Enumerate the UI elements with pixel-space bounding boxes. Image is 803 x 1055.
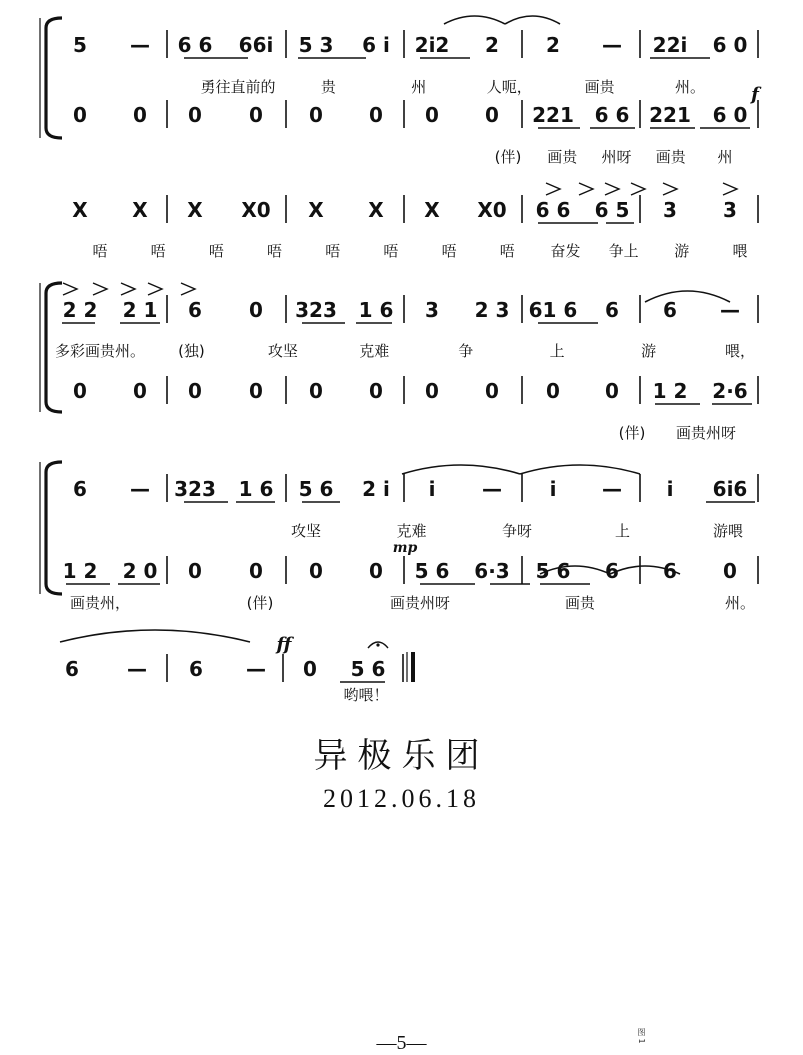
accent-s3-3	[148, 283, 162, 295]
lyric-s1a-4: 画贵	[584, 78, 615, 96]
note-s3a-2: 6	[188, 298, 202, 322]
lyric-s3b-0: (伴)	[618, 424, 646, 442]
tie-4a	[402, 465, 520, 474]
lyric-s3b-1: 画贵州呀	[675, 424, 737, 442]
note-s3a-4: 323	[295, 298, 337, 322]
lyric-s4b-1: (伴)	[246, 594, 274, 612]
note-s2a-5: X	[368, 198, 384, 222]
note-s4a-11: 6i6	[712, 477, 748, 501]
note-s1b-9: 6 6	[594, 103, 630, 127]
note-s2a-10: 3	[663, 198, 677, 222]
note-s4a-6: i	[428, 477, 436, 501]
accent-s3-0	[63, 283, 77, 295]
corner-tag: 图 1	[637, 1028, 646, 1044]
note-s1a-2: 6 6	[177, 33, 213, 57]
note-s1a-8: 2	[546, 33, 560, 57]
page-number: —5—	[376, 1032, 427, 1054]
bracket-system-4	[46, 462, 62, 594]
lyric-s2a-11: 喂	[732, 242, 748, 260]
lyric-s4b-0: 画贵州，	[69, 594, 131, 612]
lyric-s4a-1: 克难	[396, 522, 427, 540]
lyric-s1b-1: 画贵	[547, 148, 578, 166]
note-s1b-2: 0	[188, 103, 202, 127]
note-s4a-9: —	[602, 477, 622, 501]
note-s1b-3: 0	[249, 103, 263, 127]
note-s4b-0: 1 2	[62, 559, 98, 583]
note-s3a-0: 2 2	[62, 298, 98, 322]
dynamic-f: f	[751, 84, 759, 105]
note-s1b-7: 0	[485, 103, 499, 127]
note-s3b-2: 0	[188, 379, 202, 403]
lyric-s2a-5: 唔	[383, 242, 399, 260]
note-s3a-1: 2 1	[122, 298, 158, 322]
tie-4b	[520, 465, 640, 474]
tie-3a	[645, 291, 730, 302]
note-s4a-3: 1 6	[238, 477, 274, 501]
note-s1b-11: 6 0	[712, 103, 748, 127]
note-s2a-11: 3	[723, 198, 737, 222]
note-s3a-8: 61 6	[528, 298, 578, 322]
note-s1a-11: 6 0	[712, 33, 748, 57]
note-s4b-8: 5 6	[535, 559, 571, 583]
lyric-s2a-8: 奋发	[550, 242, 581, 260]
accent-s2-5	[723, 183, 737, 195]
note-s4a-0: 6	[73, 477, 87, 501]
note-s4a-8: i	[549, 477, 557, 501]
lyric-s1b-0: (伴)	[494, 148, 522, 166]
note-s1a-7: 2	[485, 33, 499, 57]
note-s2a-0: X	[72, 198, 88, 222]
note-s3a-7: 2 3	[474, 298, 510, 322]
note-s2a-8: 6 6	[535, 198, 571, 222]
lyric-s4a-0: 攻坚	[290, 522, 322, 540]
lyric-s2a-7: 唔	[499, 242, 515, 260]
note-s3a-11: —	[720, 298, 740, 322]
lyric-s1a-1: 贵	[320, 78, 336, 96]
note-s1b-10: 221	[649, 103, 691, 127]
lyric-s1b-2: 州呀	[601, 148, 632, 166]
lyric-s4b-3: 画贵	[564, 594, 596, 612]
note-s1b-8: 221	[532, 103, 574, 127]
score-date: 2012.06.18	[323, 784, 480, 813]
note-s5a-0: 6	[65, 657, 79, 681]
note-s2a-3: X0	[241, 198, 271, 222]
lyric-s1a-5: 州。	[674, 78, 706, 96]
note-s4b-2: 0	[188, 559, 202, 583]
lyric-s1a-0: 勇往直前的	[200, 78, 276, 96]
lyric-s4b-4: 州。	[724, 594, 756, 612]
note-s4b-9: 6	[605, 559, 619, 583]
lyric-s4a-3: 上	[614, 522, 631, 540]
note-s4b-3: 0	[249, 559, 263, 583]
lyric-s1a-3: 人呃，	[486, 78, 532, 96]
note-s1a-6: 2i2	[414, 33, 450, 57]
lyric-s1b-3: 画贵	[655, 148, 686, 166]
lyric-s5a-0: 哟喂！	[343, 686, 389, 704]
accent-s2-1	[579, 183, 593, 195]
note-s3a-9: 6	[605, 298, 619, 322]
note-s4a-4: 5 6	[298, 477, 334, 501]
note-s4b-4: 0	[309, 559, 323, 583]
lyric-s1b-4: 州	[717, 148, 733, 166]
note-s4b-5: 0	[369, 559, 383, 583]
lyric-s3a-5: 上	[549, 342, 565, 360]
note-s3b-9: 0	[605, 379, 619, 403]
lyric-s3a-7: 喂，	[724, 342, 756, 360]
dynamic-mp: mp	[392, 540, 418, 556]
accent-s2-0	[546, 183, 560, 195]
tie-1a	[444, 16, 505, 24]
note-s3b-6: 0	[425, 379, 439, 403]
note-s4a-10: i	[666, 477, 674, 501]
note-s3b-3: 0	[249, 379, 263, 403]
note-s3a-3: 0	[249, 298, 263, 322]
note-s2a-9: 6 5	[594, 198, 630, 222]
lyric-s2a-3: 唔	[267, 242, 283, 260]
note-s2a-2: X	[187, 198, 203, 222]
lyric-s4a-2: 争呀	[501, 522, 533, 540]
accent-s2-4	[663, 183, 677, 195]
note-s1a-10: 22i	[652, 33, 688, 57]
lyric-s4b-2: 画贵州呀	[389, 594, 451, 612]
note-s4b-11: 0	[723, 559, 737, 583]
lyric-s3a-4: 争	[458, 342, 474, 360]
note-s3a-6: 3	[425, 298, 439, 322]
accent-s3-4	[181, 283, 195, 295]
note-s3b-8: 0	[546, 379, 560, 403]
accent-s2-3	[631, 183, 645, 195]
note-s2a-4: X	[308, 198, 324, 222]
lyric-s2a-0: 唔	[92, 242, 108, 260]
note-s1a-4: 5 3	[298, 33, 334, 57]
lyric-s2a-6: 唔	[441, 242, 457, 260]
note-s3b-11: 2·6	[712, 379, 748, 403]
note-s4a-5: 2 i	[362, 477, 390, 501]
note-s4b-6: 5 6	[414, 559, 450, 583]
note-s1b-6: 0	[425, 103, 439, 127]
note-s1a-9: —	[602, 33, 622, 57]
lyric-s3a-0: 多彩画贵州。	[54, 342, 146, 360]
note-s3b-0: 0	[73, 379, 87, 403]
note-s3b-5: 0	[369, 379, 383, 403]
lyric-s3a-6: 游	[641, 342, 657, 360]
note-s1a-5: 6 i	[362, 33, 390, 57]
note-s3b-4: 0	[309, 379, 323, 403]
note-s5a-4: 0	[303, 657, 317, 681]
note-s1b-4: 0	[309, 103, 323, 127]
note-s5a-1: —	[127, 657, 147, 681]
note-s3a-10: 6	[663, 298, 677, 322]
lyric-s2a-2: 唔	[208, 242, 224, 260]
lyric-s3a-2: 攻坚	[267, 342, 298, 360]
accent-s3-2	[121, 283, 135, 295]
note-s2a-6: X	[424, 198, 440, 222]
note-s3a-5: 1 6	[358, 298, 394, 322]
note-s4a-2: 323	[174, 477, 216, 501]
note-s4a-1: —	[130, 477, 150, 501]
note-s1b-1: 0	[133, 103, 147, 127]
note-s5a-3: —	[246, 657, 266, 681]
lyric-s1a-2: 州	[411, 78, 427, 96]
note-s4b-7: 6·3	[474, 559, 510, 583]
lyric-s2a-9: 争上	[608, 242, 639, 260]
note-s5a-2: 6	[189, 657, 203, 681]
note-s2a-7: X0	[477, 198, 507, 222]
bracket-system-1	[46, 18, 62, 138]
note-s4b-10: 6	[663, 559, 677, 583]
accent-s2-2	[605, 183, 619, 195]
note-s3b-1: 0	[133, 379, 147, 403]
lyric-s2a-10: 游	[674, 242, 690, 260]
note-s3b-10: 1 2	[652, 379, 688, 403]
note-s1b-0: 0	[73, 103, 87, 127]
lyric-s2a-1: 唔	[150, 242, 166, 260]
note-s4b-1: 2 0	[122, 559, 158, 583]
note-s1b-5: 0	[369, 103, 383, 127]
note-s1a-0: 5	[73, 33, 87, 57]
lyric-s3a-1: (独)	[178, 342, 205, 360]
note-s1a-3: 66i	[238, 33, 274, 57]
lyric-s3a-3: 克难	[359, 342, 390, 360]
accent-s3-1	[93, 283, 107, 295]
tie-5a	[60, 630, 250, 642]
note-s4a-7: —	[482, 477, 502, 501]
note-s2a-1: X	[132, 198, 148, 222]
lyric-s4a-4: 游喂	[712, 522, 744, 540]
tie-1b	[505, 16, 560, 24]
fermata-dot	[376, 643, 379, 646]
ensemble-name: 异极乐团	[313, 736, 490, 776]
note-s5a-5: 5 6	[350, 657, 386, 681]
lyric-s2a-4: 唔	[325, 242, 341, 260]
note-s3b-7: 0	[485, 379, 499, 403]
dynamic-ff: ff	[276, 634, 292, 655]
note-s1a-1: —	[130, 33, 150, 57]
